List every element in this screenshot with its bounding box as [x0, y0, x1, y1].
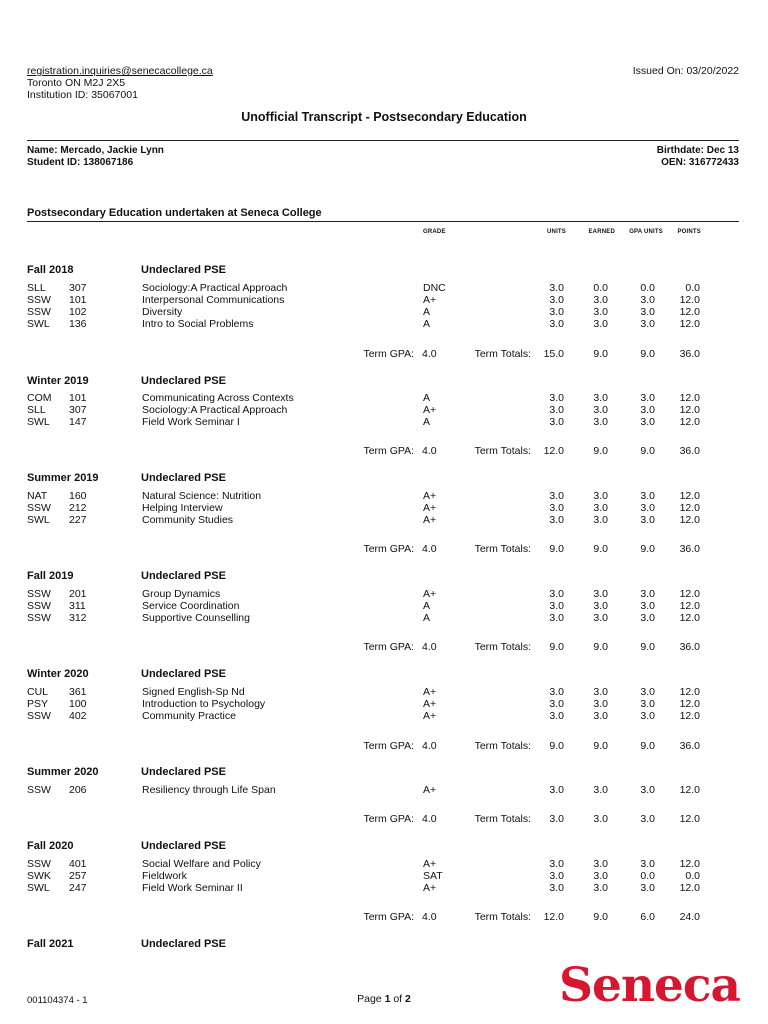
course-grade: SAT [423, 870, 443, 882]
term-name: Fall 2020 [27, 840, 74, 852]
course-subject: SSW [27, 710, 51, 722]
course-title: Community Practice [142, 710, 236, 722]
institution-id: Institution ID: 35067001 [27, 89, 138, 101]
term-gpa: 4.0 [422, 911, 437, 923]
course-row [0, 416, 768, 428]
course-grade: A+ [423, 698, 437, 710]
student-info-left [27, 145, 164, 169]
course-earned: 3.0 [593, 612, 608, 624]
total-gpa-units: 3.0 [640, 813, 655, 825]
course-points: 12.0 [679, 784, 700, 796]
course-subject: SSW [27, 858, 51, 870]
course-row [0, 870, 768, 882]
course-grade: A [423, 416, 431, 428]
term-gpa-label: Term GPA: [363, 740, 414, 752]
section-title: Postsecondary Education undertaken at Seneca College [27, 207, 322, 219]
course-number: 206 [69, 784, 87, 796]
divider [27, 140, 739, 141]
course-earned: 3.0 [593, 600, 608, 612]
course-row [0, 392, 768, 404]
course-points: 12.0 [679, 612, 700, 624]
course-number: 100 [69, 698, 87, 710]
course-earned: 3.0 [593, 858, 608, 870]
issued-date: Issued On: 03/20/2022 [632, 65, 739, 77]
course-row [0, 858, 768, 870]
term-gpa-label: Term GPA: [363, 911, 414, 923]
course-number: 307 [69, 282, 87, 294]
course-subject: COM [27, 392, 52, 404]
term-totals-label: Term Totals: [474, 911, 531, 923]
course-earned: 0.0 [593, 282, 608, 294]
course-units: 3.0 [549, 710, 564, 722]
course-number: 101 [69, 294, 87, 306]
total-gpa-units: 9.0 [640, 641, 655, 653]
course-title: Community Studies [142, 514, 234, 526]
term-gpa-label: Term GPA: [363, 813, 414, 825]
course-units: 3.0 [549, 870, 564, 882]
term-name: Summer 2019 [27, 472, 99, 484]
course-number: 102 [69, 306, 87, 318]
course-earned: 3.0 [593, 514, 608, 526]
course-subject: SSW [27, 306, 51, 318]
course-earned: 3.0 [593, 882, 608, 894]
course-title: Field Work Seminar II [142, 882, 243, 894]
term-totals-row [0, 813, 768, 825]
column-gpa-units: GPA UNITS [629, 229, 663, 235]
column-grade: GRADE [423, 229, 446, 235]
course-row [0, 612, 768, 624]
course-subject: NAT [27, 490, 48, 502]
course-points: 12.0 [679, 502, 700, 514]
course-points: 12.0 [679, 858, 700, 870]
course-row [0, 882, 768, 894]
total-points: 36.0 [679, 740, 700, 752]
course-points: 12.0 [679, 882, 700, 894]
course-gpa-units: 3.0 [640, 490, 655, 502]
course-grade: A+ [423, 686, 437, 698]
column-units: UNITS [547, 229, 566, 235]
total-earned: 9.0 [593, 911, 608, 923]
term-totals-label: Term Totals: [474, 740, 531, 752]
total-gpa-units: 9.0 [640, 348, 655, 360]
term-gpa-label: Term GPA: [363, 445, 414, 457]
course-gpa-units: 3.0 [640, 882, 655, 894]
course-title: Signed English-Sp Nd [142, 686, 245, 698]
course-grade: A+ [423, 858, 437, 870]
course-earned: 3.0 [593, 392, 608, 404]
term-totals-label: Term Totals: [474, 641, 531, 653]
course-row [0, 588, 768, 600]
course-row [0, 318, 768, 330]
course-gpa-units: 3.0 [640, 784, 655, 796]
term-name: Winter 2020 [27, 668, 89, 680]
course-points: 12.0 [679, 416, 700, 428]
course-number: 312 [69, 612, 87, 624]
total-units: 12.0 [543, 911, 564, 923]
course-earned: 3.0 [593, 870, 608, 882]
term-totals-label: Term Totals: [474, 813, 531, 825]
birthdate: Birthdate: Dec 13 [656, 145, 739, 156]
term-name: Fall 2021 [27, 938, 74, 950]
course-subject: SWL [27, 514, 50, 526]
course-points: 12.0 [679, 710, 700, 722]
course-subject: PSY [27, 698, 49, 710]
course-units: 3.0 [549, 502, 564, 514]
total-units: 3.0 [549, 813, 564, 825]
course-earned: 3.0 [593, 784, 608, 796]
course-units: 3.0 [549, 686, 564, 698]
course-points: 12.0 [679, 404, 700, 416]
course-units: 3.0 [549, 514, 564, 526]
contact-block [27, 65, 213, 101]
course-units: 3.0 [549, 294, 564, 306]
course-points: 12.0 [679, 294, 700, 306]
course-subject: SWL [27, 416, 50, 428]
student-name: Name: Mercado, Jackie Lynn [27, 145, 164, 156]
course-row [0, 784, 768, 796]
course-units: 3.0 [549, 490, 564, 502]
course-points: 0.0 [685, 870, 700, 882]
course-title: Sociology:A Practical Approach [142, 404, 288, 416]
course-units: 3.0 [549, 858, 564, 870]
term-program: Undeclared PSE [141, 472, 226, 484]
course-row [0, 490, 768, 502]
course-units: 3.0 [549, 416, 564, 428]
course-gpa-units: 3.0 [640, 600, 655, 612]
total-earned: 9.0 [593, 543, 608, 555]
total-units: 9.0 [549, 543, 564, 555]
term-program: Undeclared PSE [141, 938, 226, 950]
column-earned: EARNED [588, 229, 615, 235]
course-title: Group Dynamics [142, 588, 221, 600]
page-separator: of [390, 993, 406, 1005]
course-gpa-units: 3.0 [640, 404, 655, 416]
oen: OEN: 316772433 [661, 157, 739, 168]
term-gpa: 4.0 [422, 445, 437, 457]
total-earned: 9.0 [593, 348, 608, 360]
term-name: Winter 2019 [27, 375, 89, 387]
term-program: Undeclared PSE [141, 375, 226, 387]
total-points: 36.0 [679, 543, 700, 555]
term-gpa-label: Term GPA: [363, 641, 414, 653]
course-gpa-units: 3.0 [640, 710, 655, 722]
course-gpa-units: 3.0 [640, 612, 655, 624]
registration-email-link[interactable]: registration.inquiries@senecacollege.ca [27, 65, 213, 77]
course-units: 3.0 [549, 784, 564, 796]
term-program: Undeclared PSE [141, 840, 226, 852]
course-grade: A [423, 392, 431, 404]
course-units: 3.0 [549, 392, 564, 404]
term-name: Fall 2019 [27, 570, 74, 582]
course-number: 227 [69, 514, 87, 526]
course-number: 307 [69, 404, 87, 416]
term-totals-row [0, 445, 768, 457]
course-gpa-units: 3.0 [640, 502, 655, 514]
course-grade: A [423, 600, 431, 612]
term-name: Summer 2020 [27, 766, 99, 778]
total-gpa-units: 9.0 [640, 740, 655, 752]
course-number: 311 [69, 600, 86, 612]
course-subject: SWL [27, 318, 50, 330]
course-subject: SWL [27, 882, 50, 894]
course-subject: SSW [27, 784, 51, 796]
total-earned: 9.0 [593, 445, 608, 457]
course-grade: A+ [423, 882, 437, 894]
course-number: 136 [69, 318, 87, 330]
course-earned: 3.0 [593, 588, 608, 600]
term-program: Undeclared PSE [141, 264, 226, 276]
document-id: 001104374 - 1 [27, 995, 88, 1006]
course-units: 3.0 [549, 404, 564, 416]
course-grade: A+ [423, 490, 437, 502]
course-row [0, 502, 768, 514]
course-gpa-units: 3.0 [640, 318, 655, 330]
course-grade: A+ [423, 784, 437, 796]
course-title: Intro to Social Problems [142, 318, 254, 330]
course-units: 3.0 [549, 588, 564, 600]
course-title: Social Welfare and Policy [142, 858, 261, 870]
course-earned: 3.0 [593, 306, 608, 318]
total-points: 36.0 [679, 445, 700, 457]
course-gpa-units: 3.0 [640, 306, 655, 318]
term-totals-label: Term Totals: [474, 543, 531, 555]
course-grade: DNC [423, 282, 446, 294]
course-earned: 3.0 [593, 404, 608, 416]
total-points: 36.0 [679, 348, 700, 360]
course-gpa-units: 3.0 [640, 514, 655, 526]
course-number: 402 [69, 710, 87, 722]
total-units: 9.0 [549, 740, 564, 752]
course-title: Field Work Seminar I [142, 416, 240, 428]
course-grade: A+ [423, 294, 437, 306]
course-points: 12.0 [679, 698, 700, 710]
course-row [0, 306, 768, 318]
course-title: Natural Science: Nutrition [142, 490, 262, 502]
course-number: 247 [69, 882, 87, 894]
term-name: Fall 2018 [27, 264, 74, 276]
course-gpa-units: 3.0 [640, 588, 655, 600]
course-gpa-units: 3.0 [640, 294, 655, 306]
course-earned: 3.0 [593, 416, 608, 428]
course-subject: SWK [27, 870, 51, 882]
page-prefix: Page [357, 993, 385, 1005]
course-subject: SSW [27, 612, 51, 624]
course-number: 257 [69, 870, 87, 882]
seneca-logo: Seneca [559, 958, 740, 1013]
course-grade: A+ [423, 588, 437, 600]
term-gpa: 4.0 [422, 348, 437, 360]
term-totals-row [0, 911, 768, 923]
course-subject: SSW [27, 502, 51, 514]
column-points: POINTS [677, 229, 701, 235]
course-row [0, 294, 768, 306]
course-units: 3.0 [549, 282, 564, 294]
term-gpa: 4.0 [422, 740, 437, 752]
course-number: 212 [69, 502, 87, 514]
term-gpa: 4.0 [422, 813, 437, 825]
course-units: 3.0 [549, 612, 564, 624]
course-subject: SLL [27, 282, 46, 294]
course-grade: A+ [423, 404, 437, 416]
course-earned: 3.0 [593, 686, 608, 698]
course-units: 3.0 [549, 306, 564, 318]
total-gpa-units: 9.0 [640, 543, 655, 555]
course-grade: A+ [423, 710, 437, 722]
course-grade: A [423, 306, 431, 318]
course-subject: SSW [27, 588, 51, 600]
course-earned: 3.0 [593, 710, 608, 722]
term-program: Undeclared PSE [141, 570, 226, 582]
student-id: Student ID: 138067186 [27, 157, 134, 168]
term-totals-row [0, 348, 768, 360]
course-subject: CUL [27, 686, 49, 698]
term-program: Undeclared PSE [141, 668, 226, 680]
term-totals-row [0, 641, 768, 653]
course-title: Fieldwork [142, 870, 187, 882]
course-points: 12.0 [679, 588, 700, 600]
course-title: Introduction to Psychology [142, 698, 266, 710]
address: Toronto ON M2J 2X5 [27, 77, 126, 89]
page-title: Unofficial Transcript - Postsecondary Education [241, 110, 527, 124]
term-program: Undeclared PSE [141, 766, 226, 778]
course-row [0, 282, 768, 294]
course-points: 12.0 [679, 306, 700, 318]
page-total: 2 [405, 993, 411, 1005]
total-gpa-units: 6.0 [640, 911, 655, 923]
course-points: 12.0 [679, 392, 700, 404]
term-totals-row [0, 740, 768, 752]
total-points: 12.0 [679, 813, 700, 825]
course-subject: SSW [27, 600, 51, 612]
course-row [0, 710, 768, 722]
course-subject: SSW [27, 294, 51, 306]
total-units: 12.0 [543, 445, 564, 457]
course-number: 201 [69, 588, 87, 600]
course-points: 12.0 [679, 600, 700, 612]
term-totals-label: Term Totals: [474, 445, 531, 457]
course-units: 3.0 [549, 318, 564, 330]
course-number: 401 [69, 858, 87, 870]
course-title: Service Coordination [142, 600, 240, 612]
course-units: 3.0 [549, 882, 564, 894]
course-earned: 3.0 [593, 698, 608, 710]
student-info-right [657, 145, 739, 169]
course-title: Sociology:A Practical Approach [142, 282, 288, 294]
course-grade: A [423, 318, 431, 330]
term-gpa-label: Term GPA: [363, 543, 414, 555]
total-gpa-units: 9.0 [640, 445, 655, 457]
course-points: 12.0 [679, 686, 700, 698]
course-units: 3.0 [549, 698, 564, 710]
course-grade: A+ [423, 514, 437, 526]
course-number: 361 [69, 686, 87, 698]
course-row [0, 600, 768, 612]
course-gpa-units: 3.0 [640, 858, 655, 870]
total-points: 24.0 [679, 911, 700, 923]
page-current: 1 [384, 993, 391, 1005]
course-title: Resiliency through Life Span [142, 784, 276, 796]
course-points: 0.0 [685, 282, 700, 294]
total-earned: 3.0 [593, 813, 608, 825]
course-units: 3.0 [549, 600, 564, 612]
course-gpa-units: 3.0 [640, 686, 655, 698]
course-points: 12.0 [679, 514, 700, 526]
course-number: 101 [69, 392, 87, 404]
term-totals-label: Term Totals: [474, 348, 531, 360]
divider [27, 221, 739, 222]
total-points: 36.0 [679, 641, 700, 653]
course-earned: 3.0 [593, 502, 608, 514]
course-gpa-units: 0.0 [640, 282, 655, 294]
total-earned: 9.0 [593, 740, 608, 752]
course-points: 12.0 [679, 318, 700, 330]
course-earned: 3.0 [593, 318, 608, 330]
total-units: 9.0 [549, 641, 564, 653]
course-gpa-units: 3.0 [640, 416, 655, 428]
term-totals-row [0, 543, 768, 555]
course-earned: 3.0 [593, 490, 608, 502]
term-gpa: 4.0 [422, 543, 437, 555]
course-title: Helping Interview [142, 502, 223, 514]
course-grade: A [423, 612, 431, 624]
course-gpa-units: 3.0 [640, 392, 655, 404]
course-grade: A+ [423, 502, 437, 514]
term-gpa: 4.0 [422, 641, 437, 653]
course-row [0, 686, 768, 698]
course-points: 12.0 [679, 490, 700, 502]
course-number: 160 [69, 490, 87, 502]
course-title: Interpersonal Communications [142, 294, 285, 306]
course-gpa-units: 3.0 [640, 698, 655, 710]
course-title: Diversity [142, 306, 183, 318]
course-subject: SLL [27, 404, 46, 416]
course-row [0, 514, 768, 526]
course-earned: 3.0 [593, 294, 608, 306]
total-units: 15.0 [543, 348, 564, 360]
total-earned: 9.0 [593, 641, 608, 653]
course-title: Supportive Counselling [142, 612, 250, 624]
course-number: 147 [69, 416, 87, 428]
course-title: Communicating Across Contexts [142, 392, 294, 404]
term-gpa-label: Term GPA: [363, 348, 414, 360]
course-gpa-units: 0.0 [640, 870, 655, 882]
course-row [0, 404, 768, 416]
course-row [0, 698, 768, 710]
